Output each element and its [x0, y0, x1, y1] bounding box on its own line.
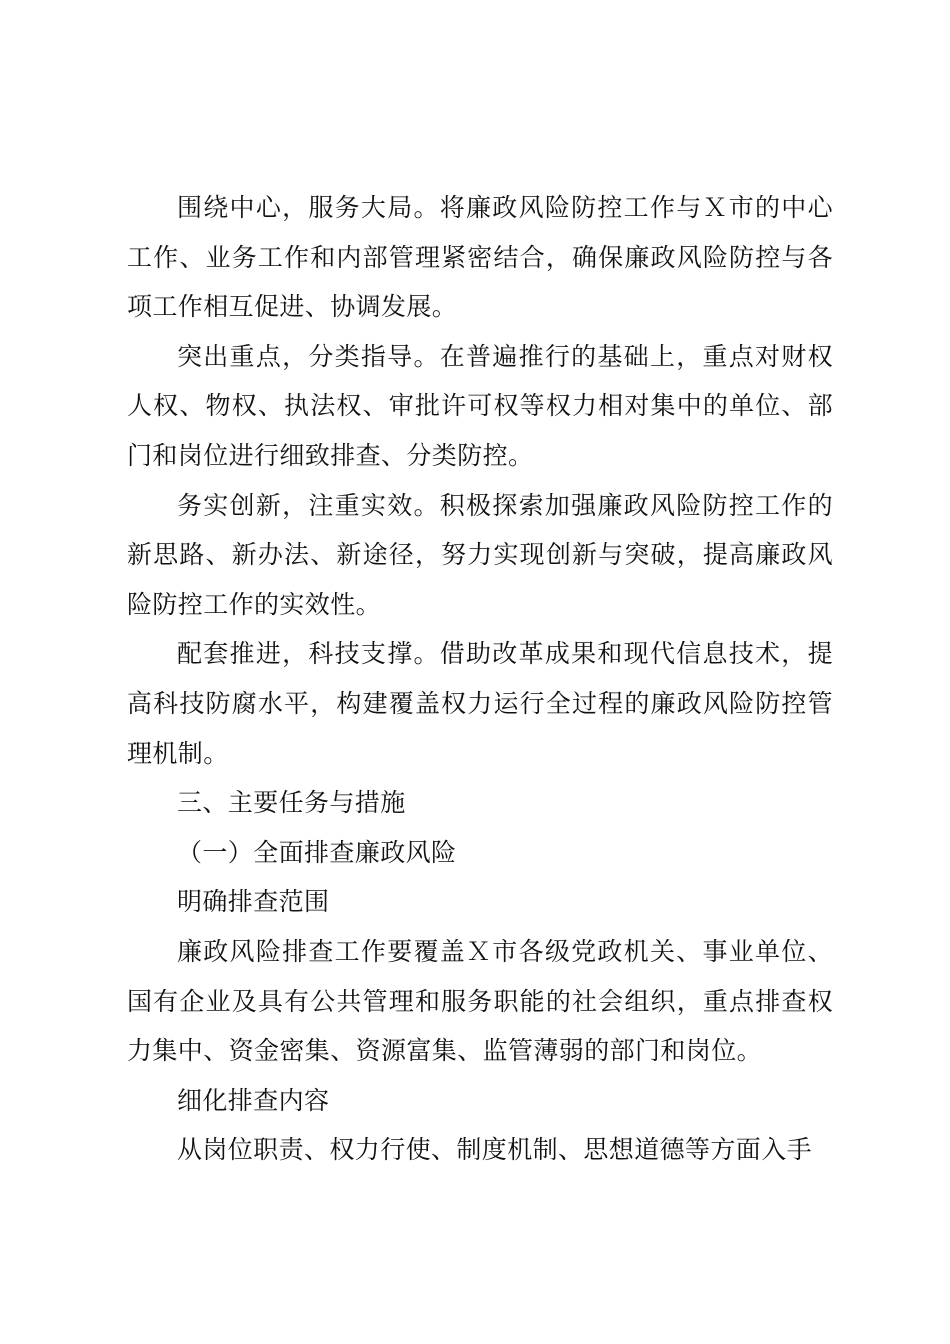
section-heading: 三、主要任务与措施 — [177, 788, 406, 818]
document-body — [127, 183, 833, 1175]
subsection-heading: （一）全面排查廉政风险 — [177, 837, 457, 867]
content-paragraph: 从岗位职责、权力行使、制度机制、思想道德等方面入手 — [177, 1135, 813, 1165]
principle-paragraph-2: 突出重点，分类指导。在普遍推行的基础上，重点对财权人权、物权、执法权、审批许可权等权力相对集中的单位、部门和岗位进行细致排查、分类防控。 — [127, 341, 833, 470]
scope-paragraph: 廉政风险排查工作要覆盖Ｘ市各级党政机关、事业单位、国有企业及具有公共管理和服务职能的社会组织，重点排查权力集中、资金密集、资源富集、监管薄弱的部门和岗位。 — [127, 936, 833, 1066]
principle-paragraph-1: 围绕中心，服务大局。将廉政风险防控工作与Ｘ市的中心工作、业务工作和内部管理紧密结合，确保廉政风险防控与各项工作相互促进、协调发展。 — [127, 193, 833, 322]
principle-paragraph-4: 配套推进，科技支撑。借助改革成果和现代信息技术，提高科技防腐水平，构建覆盖权力运行全过程的廉政风险防控管理机制。 — [127, 639, 833, 768]
item-heading-scope: 明确排查范围 — [177, 887, 330, 917]
principle-paragraph-3: 务实创新，注重实效。积极探索加强廉政风险防控工作的新思路、新办法、新途径，努力实现创新与突破，提高廉政风险防控工作的实效性。 — [127, 490, 833, 619]
item-heading-content: 细化排查内容 — [177, 1085, 330, 1115]
